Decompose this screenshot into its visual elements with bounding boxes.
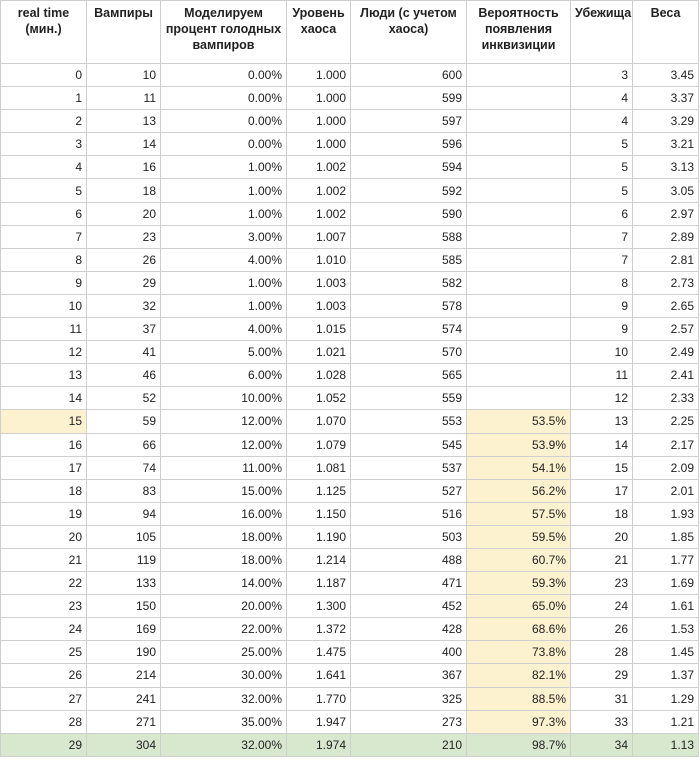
table-row bbox=[1, 664, 699, 687]
cell-inquisition-probability[interactable]: 82.1% bbox=[467, 664, 571, 687]
cell-chaos-level[interactable]: 1.000 bbox=[287, 110, 351, 133]
cell-people[interactable]: 273 bbox=[351, 710, 467, 733]
table-row bbox=[1, 364, 699, 387]
table-row bbox=[1, 341, 699, 364]
cell-inquisition-probability[interactable]: 98.7% bbox=[467, 733, 571, 756]
cell-shelters[interactable]: 24 bbox=[571, 595, 633, 618]
cell-real-time[interactable]: 14 bbox=[1, 387, 87, 410]
cell-shelters[interactable]: 5 bbox=[571, 133, 633, 156]
cell-vampires[interactable]: 20 bbox=[87, 202, 161, 225]
table-row bbox=[1, 410, 699, 433]
cell-hungry-percent[interactable]: 15.00% bbox=[161, 479, 287, 502]
cell-people[interactable]: 553 bbox=[351, 410, 467, 433]
cell-vampires[interactable]: 10 bbox=[87, 64, 161, 87]
cell-weights[interactable]: 2.17 bbox=[633, 433, 699, 456]
cell-hungry-percent[interactable]: 4.00% bbox=[161, 248, 287, 271]
cell-chaos-level[interactable]: 1.003 bbox=[287, 294, 351, 317]
cell-shelters[interactable]: 6 bbox=[571, 202, 633, 225]
cell-weights[interactable]: 1.93 bbox=[633, 502, 699, 525]
cell-people[interactable]: 488 bbox=[351, 548, 467, 571]
cell-real-time[interactable]: 7 bbox=[1, 225, 87, 248]
cell-weights[interactable]: 2.89 bbox=[633, 225, 699, 248]
cell-vampires[interactable]: 52 bbox=[87, 387, 161, 410]
cell-people[interactable]: 599 bbox=[351, 87, 467, 110]
cell-real-time[interactable]: 20 bbox=[1, 525, 87, 548]
cell-weights[interactable]: 3.05 bbox=[633, 179, 699, 202]
cell-real-time[interactable]: 10 bbox=[1, 294, 87, 317]
cell-vampires[interactable]: 18 bbox=[87, 179, 161, 202]
cell-chaos-level[interactable]: 1.641 bbox=[287, 664, 351, 687]
cell-real-time[interactable]: 21 bbox=[1, 548, 87, 571]
cell-shelters[interactable]: 7 bbox=[571, 225, 633, 248]
cell-people[interactable]: 545 bbox=[351, 433, 467, 456]
table-row bbox=[1, 710, 699, 733]
cell-hungry-percent[interactable]: 16.00% bbox=[161, 502, 287, 525]
cell-weights[interactable]: 1.61 bbox=[633, 595, 699, 618]
cell-real-time[interactable]: 13 bbox=[1, 364, 87, 387]
cell-weights[interactable]: 1.53 bbox=[633, 618, 699, 641]
cell-chaos-level[interactable]: 1.052 bbox=[287, 387, 351, 410]
cell-weights[interactable]: 1.69 bbox=[633, 572, 699, 595]
cell-hungry-percent[interactable]: 12.00% bbox=[161, 433, 287, 456]
header-chaos-level[interactable]: Уровень хаоса bbox=[287, 1, 351, 64]
cell-hungry-percent[interactable]: 6.00% bbox=[161, 364, 287, 387]
cell-inquisition-probability[interactable]: 65.0% bbox=[467, 595, 571, 618]
cell-people[interactable]: 471 bbox=[351, 572, 467, 595]
cell-vampires[interactable]: 304 bbox=[87, 733, 161, 756]
cell-real-time[interactable]: 15 bbox=[1, 410, 87, 433]
cell-hungry-percent[interactable]: 30.00% bbox=[161, 664, 287, 687]
cell-inquisition-probability[interactable]: 97.3% bbox=[467, 710, 571, 733]
cell-people[interactable]: 582 bbox=[351, 271, 467, 294]
table-body bbox=[1, 64, 699, 757]
cell-shelters[interactable]: 23 bbox=[571, 572, 633, 595]
cell-inquisition-probability[interactable] bbox=[467, 271, 571, 294]
cell-weights[interactable]: 3.29 bbox=[633, 110, 699, 133]
cell-inquisition-probability[interactable] bbox=[467, 133, 571, 156]
cell-weights[interactable]: 2.49 bbox=[633, 341, 699, 364]
cell-people[interactable]: 537 bbox=[351, 456, 467, 479]
cell-people[interactable]: 559 bbox=[351, 387, 467, 410]
cell-chaos-level[interactable]: 1.214 bbox=[287, 548, 351, 571]
cell-vampires[interactable]: 214 bbox=[87, 664, 161, 687]
cell-people[interactable]: 588 bbox=[351, 225, 467, 248]
header-weights[interactable]: Веса bbox=[633, 1, 699, 64]
table-row bbox=[1, 156, 699, 179]
cell-real-time[interactable]: 16 bbox=[1, 433, 87, 456]
cell-vampires[interactable]: 169 bbox=[87, 618, 161, 641]
table-row bbox=[1, 572, 699, 595]
cell-weights[interactable]: 1.29 bbox=[633, 687, 699, 710]
cell-inquisition-probability[interactable]: 68.6% bbox=[467, 618, 571, 641]
cell-shelters[interactable]: 15 bbox=[571, 456, 633, 479]
cell-vampires[interactable]: 29 bbox=[87, 271, 161, 294]
cell-hungry-percent[interactable]: 32.00% bbox=[161, 733, 287, 756]
table-row bbox=[1, 87, 699, 110]
table-row bbox=[1, 641, 699, 664]
cell-real-time[interactable]: 5 bbox=[1, 179, 87, 202]
cell-vampires[interactable]: 105 bbox=[87, 525, 161, 548]
cell-real-time[interactable]: 9 bbox=[1, 271, 87, 294]
cell-hungry-percent[interactable]: 11.00% bbox=[161, 456, 287, 479]
cell-shelters[interactable]: 3 bbox=[571, 64, 633, 87]
table-row bbox=[1, 248, 699, 271]
table-row bbox=[1, 271, 699, 294]
cell-weights[interactable]: 3.45 bbox=[633, 64, 699, 87]
cell-real-time[interactable]: 26 bbox=[1, 664, 87, 687]
cell-hungry-percent[interactable]: 18.00% bbox=[161, 548, 287, 571]
cell-hungry-percent[interactable]: 12.00% bbox=[161, 410, 287, 433]
cell-real-time[interactable]: 22 bbox=[1, 572, 87, 595]
cell-vampires[interactable]: 11 bbox=[87, 87, 161, 110]
cell-real-time[interactable]: 2 bbox=[1, 110, 87, 133]
cell-hungry-percent[interactable]: 35.00% bbox=[161, 710, 287, 733]
cell-shelters[interactable]: 13 bbox=[571, 410, 633, 433]
cell-chaos-level[interactable]: 1.000 bbox=[287, 64, 351, 87]
table-row bbox=[1, 64, 699, 87]
cell-vampires[interactable]: 94 bbox=[87, 502, 161, 525]
table-row bbox=[1, 525, 699, 548]
cell-real-time[interactable]: 8 bbox=[1, 248, 87, 271]
cell-inquisition-probability[interactable]: 56.2% bbox=[467, 479, 571, 502]
cell-inquisition-probability[interactable]: 59.5% bbox=[467, 525, 571, 548]
cell-shelters[interactable]: 18 bbox=[571, 502, 633, 525]
table-row bbox=[1, 433, 699, 456]
cell-people[interactable]: 527 bbox=[351, 479, 467, 502]
cell-people[interactable]: 596 bbox=[351, 133, 467, 156]
cell-chaos-level[interactable]: 1.070 bbox=[287, 410, 351, 433]
cell-hungry-percent[interactable]: 3.00% bbox=[161, 225, 287, 248]
cell-shelters[interactable]: 34 bbox=[571, 733, 633, 756]
cell-shelters[interactable]: 21 bbox=[571, 548, 633, 571]
cell-weights[interactable]: 3.21 bbox=[633, 133, 699, 156]
cell-inquisition-probability[interactable] bbox=[467, 318, 571, 341]
cell-hungry-percent[interactable]: 22.00% bbox=[161, 618, 287, 641]
cell-hungry-percent[interactable]: 0.00% bbox=[161, 64, 287, 87]
cell-people[interactable]: 597 bbox=[351, 110, 467, 133]
cell-chaos-level[interactable]: 1.081 bbox=[287, 456, 351, 479]
cell-real-time[interactable]: 6 bbox=[1, 202, 87, 225]
cell-shelters[interactable]: 14 bbox=[571, 433, 633, 456]
cell-people[interactable]: 565 bbox=[351, 364, 467, 387]
cell-inquisition-probability[interactable]: 53.9% bbox=[467, 433, 571, 456]
cell-real-time[interactable]: 4 bbox=[1, 156, 87, 179]
cell-chaos-level[interactable]: 1.003 bbox=[287, 271, 351, 294]
cell-shelters[interactable]: 9 bbox=[571, 294, 633, 317]
cell-hungry-percent[interactable]: 5.00% bbox=[161, 341, 287, 364]
table-row bbox=[1, 225, 699, 248]
cell-people[interactable]: 210 bbox=[351, 733, 467, 756]
cell-vampires[interactable]: 13 bbox=[87, 110, 161, 133]
cell-chaos-level[interactable]: 1.002 bbox=[287, 156, 351, 179]
cell-vampires[interactable]: 41 bbox=[87, 341, 161, 364]
cell-real-time[interactable]: 3 bbox=[1, 133, 87, 156]
cell-real-time[interactable]: 19 bbox=[1, 502, 87, 525]
table-row bbox=[1, 456, 699, 479]
cell-shelters[interactable]: 28 bbox=[571, 641, 633, 664]
cell-hungry-percent[interactable]: 32.00% bbox=[161, 687, 287, 710]
cell-real-time[interactable]: 25 bbox=[1, 641, 87, 664]
cell-chaos-level[interactable]: 1.015 bbox=[287, 318, 351, 341]
cell-real-time[interactable]: 17 bbox=[1, 456, 87, 479]
cell-weights[interactable]: 2.65 bbox=[633, 294, 699, 317]
cell-real-time[interactable]: 11 bbox=[1, 318, 87, 341]
cell-vampires[interactable]: 37 bbox=[87, 318, 161, 341]
cell-hungry-percent[interactable]: 10.00% bbox=[161, 387, 287, 410]
cell-inquisition-probability[interactable] bbox=[467, 364, 571, 387]
cell-inquisition-probability[interactable] bbox=[467, 156, 571, 179]
table-row bbox=[1, 179, 699, 202]
cell-hungry-percent[interactable]: 0.00% bbox=[161, 110, 287, 133]
cell-weights[interactable]: 2.25 bbox=[633, 410, 699, 433]
table-row bbox=[1, 618, 699, 641]
table-row bbox=[1, 387, 699, 410]
cell-vampires[interactable]: 32 bbox=[87, 294, 161, 317]
table-row bbox=[1, 687, 699, 710]
cell-hungry-percent[interactable]: 1.00% bbox=[161, 156, 287, 179]
cell-inquisition-probability[interactable]: 54.1% bbox=[467, 456, 571, 479]
cell-weights[interactable]: 1.21 bbox=[633, 710, 699, 733]
cell-chaos-level[interactable]: 1.372 bbox=[287, 618, 351, 641]
cell-weights[interactable]: 2.01 bbox=[633, 479, 699, 502]
cell-hungry-percent[interactable]: 0.00% bbox=[161, 133, 287, 156]
cell-chaos-level[interactable]: 1.770 bbox=[287, 687, 351, 710]
cell-chaos-level[interactable]: 1.475 bbox=[287, 641, 351, 664]
cell-vampires[interactable]: 74 bbox=[87, 456, 161, 479]
cell-people[interactable]: 428 bbox=[351, 618, 467, 641]
cell-real-time[interactable]: 18 bbox=[1, 479, 87, 502]
cell-vampires[interactable]: 83 bbox=[87, 479, 161, 502]
cell-inquisition-probability[interactable] bbox=[467, 87, 571, 110]
cell-weights[interactable]: 2.09 bbox=[633, 456, 699, 479]
cell-people[interactable]: 325 bbox=[351, 687, 467, 710]
cell-vampires[interactable]: 271 bbox=[87, 710, 161, 733]
cell-chaos-level[interactable]: 1.150 bbox=[287, 502, 351, 525]
cell-weights[interactable]: 2.57 bbox=[633, 318, 699, 341]
cell-real-time[interactable]: 29 bbox=[1, 733, 87, 756]
cell-people[interactable]: 570 bbox=[351, 341, 467, 364]
cell-weights[interactable]: 1.37 bbox=[633, 664, 699, 687]
cell-hungry-percent[interactable]: 14.00% bbox=[161, 572, 287, 595]
cell-weights[interactable]: 2.81 bbox=[633, 248, 699, 271]
cell-inquisition-probability[interactable] bbox=[467, 294, 571, 317]
cell-chaos-level[interactable]: 1.190 bbox=[287, 525, 351, 548]
table-row bbox=[1, 318, 699, 341]
cell-people[interactable]: 452 bbox=[351, 595, 467, 618]
cell-shelters[interactable]: 4 bbox=[571, 110, 633, 133]
cell-weights[interactable]: 1.85 bbox=[633, 525, 699, 548]
cell-inquisition-probability[interactable] bbox=[467, 179, 571, 202]
cell-vampires[interactable]: 59 bbox=[87, 410, 161, 433]
cell-people[interactable]: 516 bbox=[351, 502, 467, 525]
table-row bbox=[1, 133, 699, 156]
cell-hungry-percent[interactable]: 4.00% bbox=[161, 318, 287, 341]
cell-inquisition-probability[interactable] bbox=[467, 110, 571, 133]
cell-vampires[interactable]: 26 bbox=[87, 248, 161, 271]
cell-people[interactable]: 367 bbox=[351, 664, 467, 687]
header-real-time[interactable]: real time (мин.) bbox=[1, 1, 87, 64]
cell-shelters[interactable]: 4 bbox=[571, 87, 633, 110]
cell-shelters[interactable]: 5 bbox=[571, 156, 633, 179]
header-shelters[interactable]: Убежища bbox=[571, 1, 633, 64]
cell-vampires[interactable]: 16 bbox=[87, 156, 161, 179]
cell-shelters[interactable]: 12 bbox=[571, 387, 633, 410]
header-people[interactable]: Люди (с учетом хаоса) bbox=[351, 1, 467, 64]
cell-shelters[interactable]: 7 bbox=[571, 248, 633, 271]
cell-inquisition-probability[interactable] bbox=[467, 64, 571, 87]
cell-people[interactable]: 503 bbox=[351, 525, 467, 548]
cell-weights[interactable]: 3.37 bbox=[633, 87, 699, 110]
cell-weights[interactable]: 1.77 bbox=[633, 548, 699, 571]
table-row bbox=[1, 110, 699, 133]
cell-weights[interactable]: 1.45 bbox=[633, 641, 699, 664]
cell-chaos-level[interactable]: 1.021 bbox=[287, 341, 351, 364]
cell-chaos-level[interactable]: 1.010 bbox=[287, 248, 351, 271]
cell-shelters[interactable]: 11 bbox=[571, 364, 633, 387]
cell-chaos-level[interactable]: 1.947 bbox=[287, 710, 351, 733]
cell-chaos-level[interactable]: 1.000 bbox=[287, 87, 351, 110]
cell-people[interactable]: 600 bbox=[351, 64, 467, 87]
cell-chaos-level[interactable]: 1.974 bbox=[287, 733, 351, 756]
cell-people[interactable]: 574 bbox=[351, 318, 467, 341]
cell-shelters[interactable]: 20 bbox=[571, 525, 633, 548]
cell-people[interactable]: 594 bbox=[351, 156, 467, 179]
cell-inquisition-probability[interactable] bbox=[467, 225, 571, 248]
cell-weights[interactable]: 3.13 bbox=[633, 156, 699, 179]
cell-inquisition-probability[interactable] bbox=[467, 341, 571, 364]
cell-weights[interactable]: 1.13 bbox=[633, 733, 699, 756]
cell-hungry-percent[interactable]: 18.00% bbox=[161, 525, 287, 548]
table-row bbox=[1, 595, 699, 618]
cell-vampires[interactable]: 190 bbox=[87, 641, 161, 664]
cell-real-time[interactable]: 24 bbox=[1, 618, 87, 641]
cell-inquisition-probability[interactable]: 60.7% bbox=[467, 548, 571, 571]
header-row bbox=[1, 1, 699, 64]
table-row bbox=[1, 733, 699, 756]
cell-shelters[interactable]: 9 bbox=[571, 318, 633, 341]
cell-chaos-level[interactable]: 1.007 bbox=[287, 225, 351, 248]
cell-hungry-percent[interactable]: 0.00% bbox=[161, 87, 287, 110]
cell-vampires[interactable]: 119 bbox=[87, 548, 161, 571]
cell-weights[interactable]: 2.97 bbox=[633, 202, 699, 225]
cell-vampires[interactable]: 14 bbox=[87, 133, 161, 156]
cell-shelters[interactable]: 31 bbox=[571, 687, 633, 710]
cell-weights[interactable]: 2.41 bbox=[633, 364, 699, 387]
cell-shelters[interactable]: 29 bbox=[571, 664, 633, 687]
cell-shelters[interactable]: 10 bbox=[571, 341, 633, 364]
cell-inquisition-probability[interactable] bbox=[467, 387, 571, 410]
cell-hungry-percent[interactable]: 1.00% bbox=[161, 179, 287, 202]
header-inquisition-probability[interactable]: Вероятность появления инквизиции bbox=[467, 1, 571, 64]
cell-inquisition-probability[interactable]: 88.5% bbox=[467, 687, 571, 710]
cell-vampires[interactable]: 46 bbox=[87, 364, 161, 387]
cell-inquisition-probability[interactable]: 57.5% bbox=[467, 502, 571, 525]
cell-hungry-percent[interactable]: 1.00% bbox=[161, 202, 287, 225]
cell-people[interactable]: 400 bbox=[351, 641, 467, 664]
cell-real-time[interactable]: 0 bbox=[1, 64, 87, 87]
cell-weights[interactable]: 2.33 bbox=[633, 387, 699, 410]
header-hungry-percent[interactable]: Моделируем процент голодных вампиров bbox=[161, 1, 287, 64]
cell-chaos-level[interactable]: 1.300 bbox=[287, 595, 351, 618]
table-row bbox=[1, 294, 699, 317]
cell-hungry-percent[interactable]: 1.00% bbox=[161, 294, 287, 317]
cell-shelters[interactable]: 17 bbox=[571, 479, 633, 502]
cell-chaos-level[interactable]: 1.125 bbox=[287, 479, 351, 502]
cell-inquisition-probability[interactable] bbox=[467, 202, 571, 225]
cell-chaos-level[interactable]: 1.079 bbox=[287, 433, 351, 456]
cell-shelters[interactable]: 26 bbox=[571, 618, 633, 641]
cell-inquisition-probability[interactable]: 53.5% bbox=[467, 410, 571, 433]
cell-vampires[interactable]: 150 bbox=[87, 595, 161, 618]
cell-vampires[interactable]: 241 bbox=[87, 687, 161, 710]
cell-people[interactable]: 592 bbox=[351, 179, 467, 202]
cell-inquisition-probability[interactable] bbox=[467, 248, 571, 271]
cell-chaos-level[interactable]: 1.187 bbox=[287, 572, 351, 595]
cell-inquisition-probability[interactable]: 59.3% bbox=[467, 572, 571, 595]
cell-weights[interactable]: 2.73 bbox=[633, 271, 699, 294]
table-row bbox=[1, 548, 699, 571]
cell-chaos-level[interactable]: 1.028 bbox=[287, 364, 351, 387]
cell-hungry-percent[interactable]: 25.00% bbox=[161, 641, 287, 664]
cell-vampires[interactable]: 133 bbox=[87, 572, 161, 595]
header-vampires[interactable]: Вампиры bbox=[87, 1, 161, 64]
cell-shelters[interactable]: 33 bbox=[571, 710, 633, 733]
cell-vampires[interactable]: 23 bbox=[87, 225, 161, 248]
cell-people[interactable]: 578 bbox=[351, 294, 467, 317]
cell-people[interactable]: 590 bbox=[351, 202, 467, 225]
table-row bbox=[1, 202, 699, 225]
cell-shelters[interactable]: 8 bbox=[571, 271, 633, 294]
cell-hungry-percent[interactable]: 1.00% bbox=[161, 271, 287, 294]
cell-real-time[interactable]: 27 bbox=[1, 687, 87, 710]
cell-people[interactable]: 585 bbox=[351, 248, 467, 271]
cell-chaos-level[interactable]: 1.002 bbox=[287, 179, 351, 202]
cell-real-time[interactable]: 23 bbox=[1, 595, 87, 618]
table-row bbox=[1, 479, 699, 502]
table-row bbox=[1, 502, 699, 525]
cell-chaos-level[interactable]: 1.002 bbox=[287, 202, 351, 225]
cell-hungry-percent[interactable]: 20.00% bbox=[161, 595, 287, 618]
cell-inquisition-probability[interactable]: 73.8% bbox=[467, 641, 571, 664]
cell-real-time[interactable]: 28 bbox=[1, 710, 87, 733]
cell-real-time[interactable]: 1 bbox=[1, 87, 87, 110]
cell-vampires[interactable]: 66 bbox=[87, 433, 161, 456]
cell-real-time[interactable]: 12 bbox=[1, 341, 87, 364]
cell-shelters[interactable]: 5 bbox=[571, 179, 633, 202]
cell-chaos-level[interactable]: 1.000 bbox=[287, 133, 351, 156]
